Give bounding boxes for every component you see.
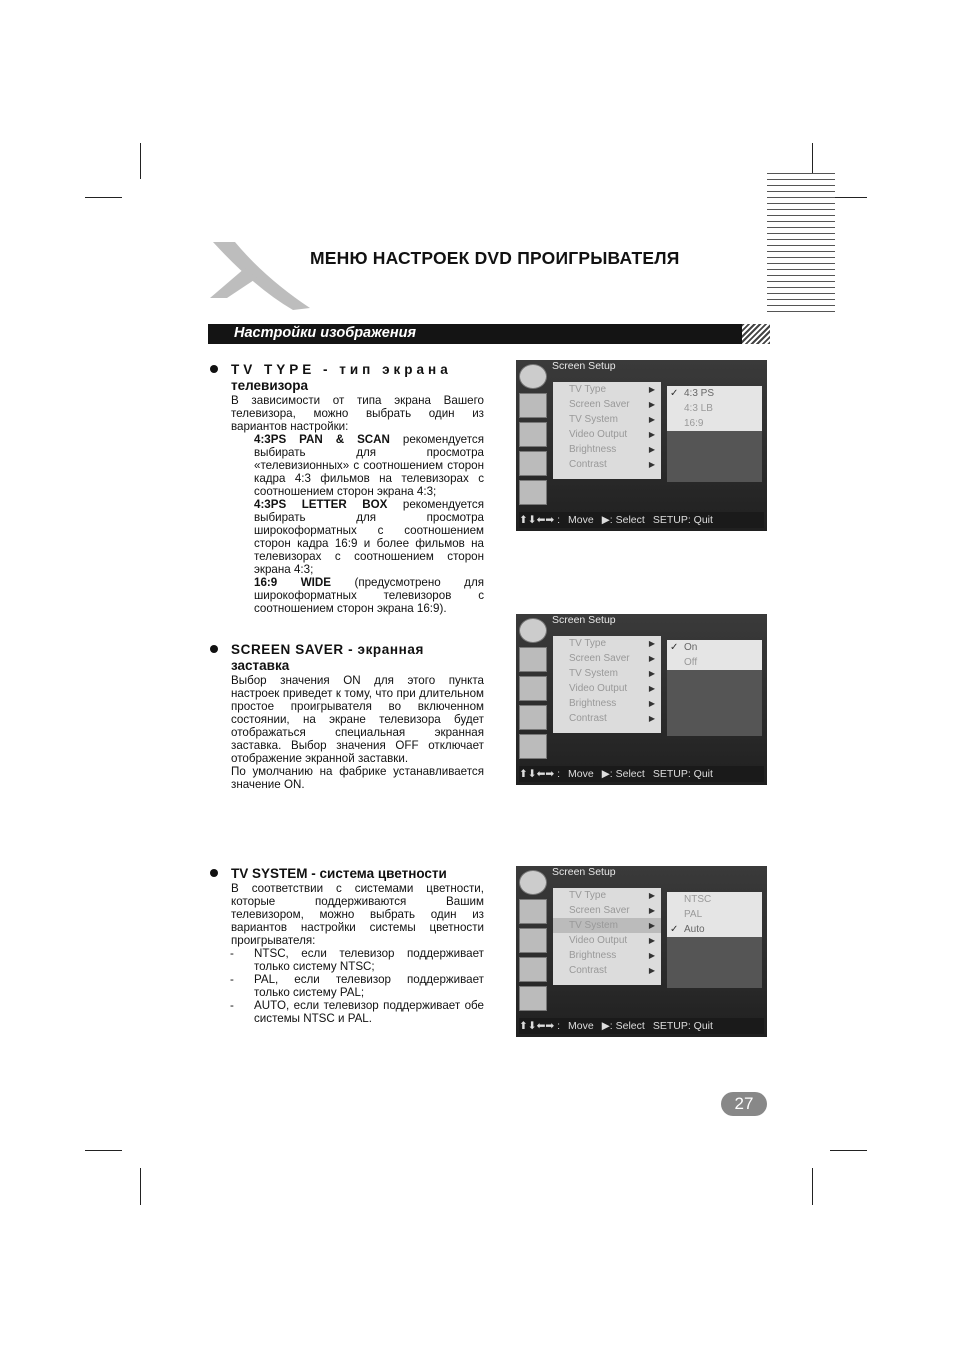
- check-icon: ✓: [670, 924, 679, 935]
- crop-mark: [830, 197, 867, 198]
- audio-icon[interactable]: [519, 928, 547, 953]
- audio-icon[interactable]: [519, 676, 547, 701]
- crop-mark: [85, 1150, 122, 1151]
- chevron-right-icon: ▶: [648, 936, 655, 945]
- osd-menu-item[interactable]: [553, 963, 661, 978]
- osd-menu-item[interactable]: [553, 681, 661, 696]
- chevron-right-icon: ▶: [648, 639, 655, 648]
- osd-submenu: [667, 640, 762, 670]
- osd-menu-label: Contrast: [569, 459, 607, 470]
- option-text: рекомендуется выбирать для просмотра «телевизионных» с соотношением сторон кадра 4:3 фильмов на телевизорах с соотношением сторон экрана 4:3;: [254, 433, 484, 498]
- item-text: NTSC, если телевизор поддерживает только систему NTSC;: [254, 947, 484, 973]
- osd-submenu-option[interactable]: [667, 892, 762, 907]
- osd-screenshot-tvsystem: [516, 866, 767, 1037]
- play-icon: ▶: [601, 1020, 610, 1032]
- saver-heading-2: заставка: [231, 658, 290, 673]
- footer-move: Move: [568, 514, 594, 526]
- chevron-right-icon: ▶: [648, 385, 655, 394]
- tvsystem-intro: В соответствии с системами цветности, которые поддерживаются Вашим телевизором, можно выбрать один из вариантов настройки системы цветности проигрывателя:: [231, 882, 484, 947]
- chevron-right-icon: ▶: [648, 966, 655, 975]
- osd-menu-item[interactable]: [553, 933, 661, 948]
- play-icon: ▶: [601, 514, 610, 526]
- osd-submenu-option[interactable]: [667, 655, 762, 670]
- osd-menu-item[interactable]: [553, 666, 661, 681]
- osd-title: Screen Setup: [552, 866, 616, 878]
- footer-quit: SETUP: Quit: [652, 768, 713, 780]
- tvsystem-heading-rest: - система цветности: [307, 866, 447, 881]
- osd-menu: [553, 636, 661, 733]
- check-icon: ✓: [670, 642, 679, 653]
- play-icon: ▶: [601, 768, 610, 780]
- osd-menu-item[interactable]: [553, 903, 661, 918]
- language-icon[interactable]: [519, 870, 547, 895]
- osd-menu-item[interactable]: [553, 651, 661, 666]
- chevron-right-icon: ▶: [648, 684, 655, 693]
- chevron-right-icon: ▶: [648, 891, 655, 900]
- osd-menu-item[interactable]: [553, 636, 661, 651]
- section-title: Настройки изображения: [234, 325, 417, 341]
- osd-menu: [553, 888, 661, 985]
- chevron-right-icon: ▶: [648, 430, 655, 439]
- osd-footer: [519, 1018, 764, 1034]
- footer-move: Move: [568, 1020, 594, 1032]
- osd-menu-label: Screen Saver: [569, 399, 630, 410]
- osd-menu-label: Video Output: [569, 429, 628, 440]
- chevron-right-icon: ▶: [648, 460, 655, 469]
- osd-menu-item[interactable]: [553, 427, 661, 442]
- osd-menu-label: TV System: [569, 668, 618, 679]
- arrow-keys-icon: ⬆⬇⬅➡ :: [519, 1020, 561, 1032]
- osd-submenu: [667, 386, 762, 431]
- crop-mark: [140, 1168, 141, 1205]
- chevron-right-icon: ▶: [648, 415, 655, 424]
- audio-icon[interactable]: [519, 422, 547, 447]
- chevron-right-icon: ▶: [648, 921, 655, 930]
- crop-mark: [140, 143, 141, 179]
- osd-option-label: PAL: [684, 909, 703, 920]
- language-icon[interactable]: [519, 618, 547, 643]
- exit-icon[interactable]: [519, 734, 547, 759]
- saver-heading-1: SCREEN SAVER - экранная: [231, 642, 424, 657]
- bullet-dot: [210, 365, 218, 373]
- tools-icon[interactable]: [519, 957, 547, 982]
- chevron-right-icon: ▶: [648, 714, 655, 723]
- footer-select: : Select: [609, 514, 645, 526]
- tvsystem-item-auto: [208, 999, 484, 1025]
- section-bar-hatch: [742, 324, 770, 344]
- tvtype-option-wide: [208, 576, 484, 615]
- dash-marker: -: [230, 999, 234, 1012]
- saver-paragraph-2: По умолчанию на фабрике устанавливается значение ON.: [231, 765, 484, 791]
- osd-option-label: 4:3 PS: [684, 388, 715, 399]
- tvtype-option-ps: [208, 433, 484, 498]
- exit-icon[interactable]: [519, 480, 547, 505]
- osd-screenshot-tvtype: [516, 360, 767, 531]
- page-number: 27: [721, 1092, 767, 1116]
- osd-screenshot-screensaver: [516, 614, 767, 785]
- option-text: рекомендуется выбирать для просмотра широкоформатных с соотношением сторон кадра 16:9 и более фильмов на телевизорах с соотношением сторон экрана 4:3;: [254, 498, 485, 576]
- osd-option-label: NTSC: [684, 894, 712, 905]
- osd-menu-label: TV System: [569, 414, 618, 425]
- tvtype-bullet: [208, 362, 484, 394]
- option-label: 16:9 WIDE: [254, 576, 331, 589]
- osd-footer: [519, 766, 764, 782]
- osd-menu-item[interactable]: [553, 918, 661, 933]
- arrow-keys-icon: ⬆⬇⬅➡ :: [519, 514, 561, 526]
- osd-footer: [519, 512, 764, 528]
- screen-icon[interactable]: [519, 647, 547, 672]
- osd-menu-label: Contrast: [569, 965, 607, 976]
- osd-option-label: 16:9: [684, 418, 704, 429]
- footer-select: : Select: [609, 768, 645, 780]
- tvtype-heading-2: телевизора: [231, 378, 308, 393]
- osd-submenu-option[interactable]: [667, 401, 762, 416]
- tvsystem-heading: [231, 866, 484, 882]
- osd-menu-label: Brightness: [569, 444, 617, 455]
- osd-menu: [553, 382, 661, 479]
- tvsystem-heading-bold: TV SYSTEM: [231, 866, 308, 881]
- tvtype-intro: В зависимости от типа экрана Вашего телевизора, можно выбрать один из вариантов настройки:: [231, 394, 484, 433]
- tvsystem-bullet: [208, 866, 484, 882]
- osd-menu-label: TV Type: [569, 638, 607, 649]
- footer-quit: SETUP: Quit: [652, 514, 713, 526]
- tools-icon[interactable]: [519, 705, 547, 730]
- osd-menu-label: Screen Saver: [569, 653, 630, 664]
- osd-submenu-option[interactable]: [667, 386, 762, 401]
- arrow-keys-icon: ⬆⬇⬅➡ :: [519, 768, 561, 780]
- option-text: (предусмотрено для широкоформатных телевизоров с соотношением сторон экрана 16:9).: [254, 576, 484, 615]
- brand-logo-icon: [205, 238, 315, 314]
- osd-menu-label: TV Type: [569, 384, 607, 395]
- language-icon[interactable]: [519, 364, 547, 389]
- osd-menu-item[interactable]: [553, 948, 661, 963]
- osd-menu-label: Brightness: [569, 698, 617, 709]
- osd-submenu: [667, 892, 762, 937]
- dash-marker: -: [230, 973, 234, 986]
- osd-menu-item[interactable]: [553, 442, 661, 457]
- footer-move: Move: [568, 768, 594, 780]
- osd-icon-column: [519, 362, 549, 509]
- osd-menu-item[interactable]: [553, 888, 661, 903]
- osd-menu-label: Contrast: [569, 713, 607, 724]
- tvsystem-section: [208, 866, 484, 1025]
- tvtype-section: [208, 362, 484, 615]
- item-text: AUTO, если телевизор поддерживает обе системы NTSC и PAL.: [254, 999, 484, 1025]
- saver-paragraph-1: Выбор значения ON для этого пункта настроек приведет к тому, что при длительном простое проигрывателя во включенном состоянии, на экране телевизора будет отображаться специальная экранная заставка. Выбор значения OFF отключает отображение экранной заставки.: [231, 674, 484, 765]
- osd-submenu-option[interactable]: [667, 416, 762, 431]
- osd-menu-label: Video Output: [569, 683, 628, 694]
- osd-submenu-shadow: [667, 937, 762, 988]
- crop-mark: [830, 1150, 867, 1151]
- osd-menu-item[interactable]: [553, 457, 661, 472]
- osd-menu-item[interactable]: [553, 397, 661, 412]
- option-label: 4:3PS PAN & SCAN: [254, 433, 390, 446]
- osd-menu-item[interactable]: [553, 711, 661, 726]
- osd-menu-label: Video Output: [569, 935, 628, 946]
- bullet-dot: [210, 645, 218, 653]
- osd-submenu-option[interactable]: [667, 640, 762, 655]
- osd-menu-item[interactable]: [553, 696, 661, 711]
- osd-submenu-shadow: [667, 431, 762, 482]
- dash-marker: -: [230, 947, 234, 960]
- decorative-stripes: [767, 173, 835, 313]
- tvtype-heading-1: TV TYPE - тип экрана: [231, 362, 452, 377]
- osd-menu-item[interactable]: [553, 412, 661, 427]
- saver-bullet: [208, 642, 484, 674]
- crop-mark: [85, 197, 122, 198]
- osd-option-label: On: [684, 642, 698, 653]
- osd-icon-column: [519, 868, 549, 1015]
- osd-option-label: Auto: [684, 924, 705, 935]
- osd-submenu-option[interactable]: [667, 907, 762, 922]
- screen-icon[interactable]: [519, 393, 547, 418]
- osd-option-label: Off: [684, 657, 698, 668]
- osd-menu-label: Brightness: [569, 950, 617, 961]
- section-bar: [208, 324, 748, 344]
- osd-menu-label: TV System: [569, 920, 618, 931]
- exit-icon[interactable]: [519, 986, 547, 1011]
- page-title: МЕНЮ НАСТРОЕК DVD ПРОИГРЫВАТЕЛЯ: [310, 248, 680, 268]
- chevron-right-icon: ▶: [648, 669, 655, 678]
- crop-mark: [812, 1168, 813, 1205]
- osd-submenu-option[interactable]: [667, 922, 762, 937]
- osd-title: Screen Setup: [552, 360, 616, 372]
- screen-icon[interactable]: [519, 899, 547, 924]
- check-icon: ✓: [670, 388, 679, 399]
- tvsystem-item-ntsc: [208, 947, 484, 973]
- footer-select: : Select: [609, 1020, 645, 1032]
- chevron-right-icon: ▶: [648, 445, 655, 454]
- tvtype-option-lb: [208, 498, 484, 576]
- item-text: PAL, если телевизор поддерживает только систему PAL;: [254, 973, 484, 999]
- chevron-right-icon: ▶: [648, 906, 655, 915]
- osd-title: Screen Setup: [552, 614, 616, 626]
- chevron-right-icon: ▶: [648, 400, 655, 409]
- osd-option-label: 4:3 LB: [684, 403, 713, 414]
- osd-menu-item[interactable]: [553, 382, 661, 397]
- bullet-dot: [210, 869, 218, 877]
- osd-submenu-shadow: [667, 670, 762, 736]
- chevron-right-icon: ▶: [648, 654, 655, 663]
- chevron-right-icon: ▶: [648, 699, 655, 708]
- tvsystem-item-pal: [208, 973, 484, 999]
- option-label: 4:3PS LETTER BOX: [254, 498, 388, 511]
- chevron-right-icon: ▶: [648, 951, 655, 960]
- saver-section: [208, 642, 484, 791]
- footer-quit: SETUP: Quit: [652, 1020, 713, 1032]
- tools-icon[interactable]: [519, 451, 547, 476]
- osd-menu-label: Screen Saver: [569, 905, 630, 916]
- osd-menu-label: TV Type: [569, 890, 607, 901]
- osd-icon-column: [519, 616, 549, 763]
